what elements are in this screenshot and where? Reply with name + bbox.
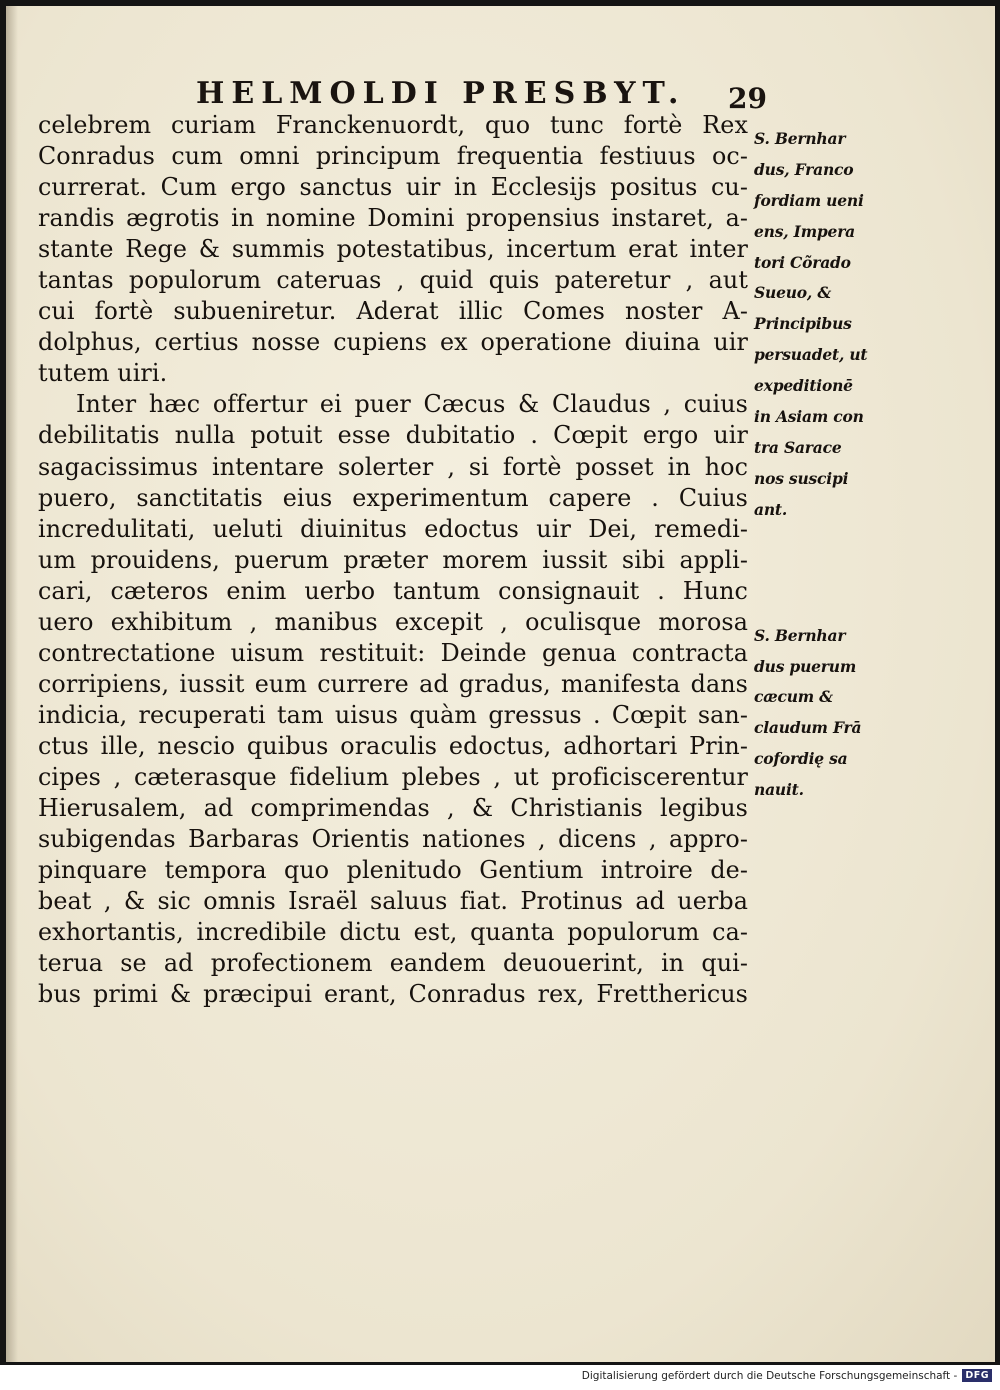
text-line: Conradus cum omni principum frequentia festiuus oc- <box>38 142 748 171</box>
text-line: celebrem curiam Franckenuordt, quo tunc fortè Rex <box>38 111 748 139</box>
margin-note-line: tra Sarace <box>754 437 842 457</box>
book-page <box>6 6 995 1362</box>
text-line: subigendas Barbaras Orientis nationes , dicens , appro- <box>38 825 748 854</box>
text-line: dolphus, certius nosse cupiens ex operatione diuina uir <box>38 328 748 357</box>
main-text <box>38 110 748 1010</box>
margin-note-line: tori Cõrado <box>754 252 851 272</box>
text-line: cipes , cæterasque fidelium plebes , ut proficiscerentur <box>38 762 748 791</box>
margin-note-line: Principibus <box>754 314 852 334</box>
text-line: exhortantis, incredibile dictu est, quanta populorum ca- <box>38 918 748 947</box>
text-line: tutem uiri. <box>38 359 168 388</box>
text-line: cari, cæteros enim uerbo tantum consignauit . Hunc <box>38 576 748 605</box>
margin-note-line: expeditionē <box>754 376 853 396</box>
text-line: incredulitati, ueluti diuinitus edoctus uir Dei, remedi- <box>38 514 748 543</box>
margin-note-line: dus puerum <box>754 656 857 676</box>
text-line: ctus ille, nescio quibus oraculis edoctus, adhortari Prin- <box>38 731 748 760</box>
text-line: cui fortè subueniretur. Aderat illic Comes noster A- <box>38 297 748 326</box>
text-line: terua se ad profectionem eandem deuouerint, in qui- <box>38 949 748 978</box>
text-line: sagacissimus intentare solerter , si fortè posset in hoc <box>38 452 748 481</box>
text-line: beat , & sic omnis Israël saluus fiat. Protinus ad uerba <box>38 887 748 916</box>
text-line: um prouidens, puerum præter morem iussit sibi appli- <box>38 545 748 574</box>
text-line: Inter hæc offertur ei puer Cæcus & Claudus , cuius <box>76 390 748 419</box>
text-line: tantas populorum cateruas , quid quis pateretur , aut <box>38 266 748 295</box>
dfg-logo: DFG <box>962 1369 992 1382</box>
margin-note-line: nauit. <box>754 780 804 800</box>
margin-note-line: nos suscipi <box>754 468 849 488</box>
page-number: 29 <box>728 82 767 115</box>
margin-note-line: in Asiam con <box>754 407 864 427</box>
margin-note-line: S. Bernhar <box>754 625 846 645</box>
text-line: Hierusalem, ad comprimendas , & Christianis legibus <box>38 794 748 823</box>
page-fold-shadow <box>6 6 18 1362</box>
text-line: uero exhibitum , manibus excepit , oculisque morosa <box>38 607 748 636</box>
margin-note-line: ens, Impera <box>754 221 856 241</box>
margin-note-line: cæcum & <box>754 687 833 707</box>
text-line: pinquare tempora quo plenitudo Gentium introire de- <box>38 856 748 885</box>
credit-text: Digitalisierung gefördert durch die Deutsche Forschungsgemeinschaft - <box>581 1369 958 1382</box>
text-line: randis ægrotis in nomine Domini propensius instaret, a- <box>38 204 748 233</box>
margin-note-line: fordiam ueni <box>754 190 864 210</box>
margin-note-line: S. Bernhar <box>754 129 846 148</box>
text-line: indicia, recuperati tam uisus quàm gressus . Cœpit san- <box>38 700 748 729</box>
digitization-credit <box>582 1369 992 1382</box>
text-line: currerat. Cum ergo sanctus uir in Ecclesijs positus cu- <box>38 173 748 202</box>
text-line: puero, sanctitatis eius experimentum capere . Cuius <box>38 483 748 512</box>
margin-note-line: persuadet, ut <box>754 345 868 365</box>
marginal-notes <box>754 124 876 806</box>
margin-note-line: claudum Frā <box>754 718 862 738</box>
text-line: contrectatione uisum restituit: Deinde genua contracta <box>38 638 748 667</box>
text-line: bus primi & præcipui erant, Conradus rex, Fretthericus <box>38 980 748 1009</box>
margin-note-line: cofordię sa <box>754 749 848 769</box>
margin-note-line: dus, Franco <box>754 159 854 179</box>
margin-note-line: ant. <box>754 499 788 519</box>
running-title: HELMOLDI PRESBYT. <box>196 76 686 111</box>
text-line: stante Rege & summis potestatibus, incertum erat inter <box>38 235 748 264</box>
text-line: debilitatis nulla potuit esse dubitatio . Cœpit ergo uir <box>38 421 748 450</box>
margin-note-line: Sueuo, & <box>754 283 832 303</box>
text-line: corripiens, iussit eum currere ad gradus, manifesta dans <box>38 669 748 698</box>
